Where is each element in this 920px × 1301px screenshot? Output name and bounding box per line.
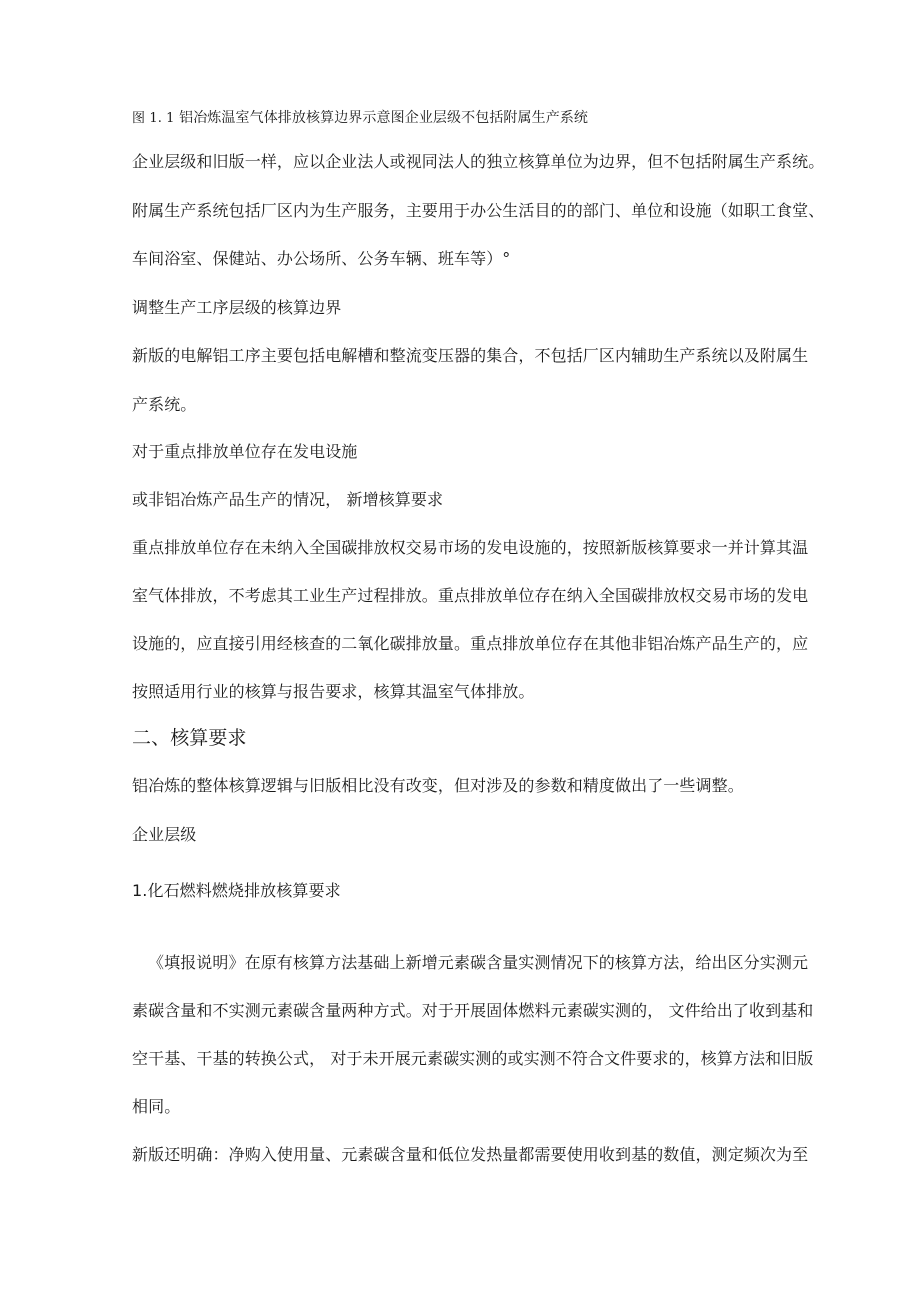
paragraph-line: 新版还明确：净购入使用量、元素碳含量和低位发热量都需要使用收到基的数值，测定频次为至 bbox=[132, 1145, 809, 1164]
paragraph-line: 设施的，应直接引用经核查的二氧化碳排放量。重点排放单位存在其他非铝冶炼产品生产的，应 bbox=[132, 634, 809, 653]
paragraph-line: 室气体排放，不考虑其工业生产过程排放。重点排放单位存在纳入全国碳排放权交易市场的发电 bbox=[132, 586, 809, 605]
figure-caption bbox=[132, 109, 588, 128]
paragraph-line: 铝冶炼的整体核算逻辑与旧版相比没有改变，但对涉及的参数和精度做出了一些调整。 bbox=[132, 776, 744, 795]
subheading: 调整生产工序层级的核算边界 bbox=[132, 298, 342, 317]
paragraph-line: 按照适用行业的核算与报告要求，核算其温室气体排放。 bbox=[132, 682, 535, 701]
caption-trailing-text: 企业层级不包括附属生产系统 bbox=[404, 110, 589, 126]
figure-number: 图 1. 1 bbox=[132, 111, 175, 126]
subheading: 对于重点排放单位存在发电设施 bbox=[132, 442, 358, 461]
paragraph-line: 新版的电解铝工序主要包括电解槽和整流变压器的集合，不包括厂区内辅助生产系统以及附属生 bbox=[132, 346, 809, 365]
paragraph-line: 重点排放单位存在未纳入全国碳排放权交易市场的发电设施的，按照新版核算要求一并计算其温 bbox=[132, 538, 809, 557]
subheading: 或非铝冶炼产品生产的情况， 新增核算要求 bbox=[132, 490, 444, 509]
paragraph-line: 空干基、干基的转换公式， 对于未开展元素碳实测的或实测不符合文件要求的，核算方法和旧版 bbox=[132, 1049, 814, 1068]
paragraph-line: 相同。 bbox=[132, 1097, 181, 1116]
paragraph-line: 产系统。 bbox=[132, 395, 197, 414]
paragraph-line: 《填报说明》在原有核算方法基础上新增元素碳含量实测情况下的核算方法，给出区分实测元 bbox=[148, 953, 809, 972]
subheading: 1.化石燃料燃烧排放核算要求 bbox=[132, 881, 341, 900]
figure-title: 铝冶炼温室气体排放核算边界示意图 bbox=[179, 110, 405, 126]
paragraph-line: 素碳含量和不实测元素碳含量两种方式。对于开展固体燃料元素碳实测的， 文件给出了收到基和 bbox=[132, 1001, 814, 1020]
subheading: 企业层级 bbox=[132, 825, 197, 844]
paragraph-line: 附属生产系统包括厂区内为生产服务，主要用于办公生活目的的部门、单位和设施（如职工食堂、 bbox=[132, 201, 825, 220]
paragraph-line: 企业层级和旧版一样，应以企业法人或视同法人的独立核算单位为边界，但不包括附属生产系统。 bbox=[132, 152, 825, 171]
section-heading: 二、核算要求 bbox=[132, 727, 247, 749]
paragraph-line: 车间浴室、保健站、办公场所、公务车辆、班车等）° bbox=[132, 249, 511, 268]
